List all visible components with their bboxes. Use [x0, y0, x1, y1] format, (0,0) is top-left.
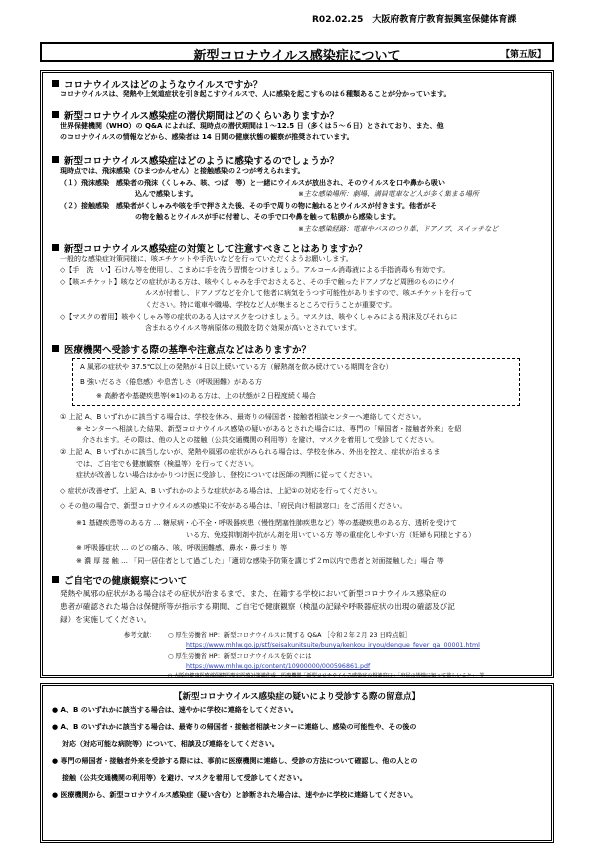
case-2-line3: 症状が改善しない場合はかかりつけ医に受診し、登校については医師の判断に従ってください。	[76, 471, 377, 479]
note-1-line1: ※1 基礎疾患等のある方 … 糖尿病・心不全・呼吸器疾患（慢性閉塞性肺疾患など）等の基礎疾患のある方、透析を受けて	[76, 519, 457, 527]
references-label: 参考文献：	[124, 632, 156, 639]
answer-6-line3: 録）を実施してください。	[60, 615, 152, 624]
question-6: ご自宅での健康観察について	[52, 573, 187, 587]
reference-3: ○ 大阪府健康医療部保健医療室医療対策課作成 医療機関「新型コロナウイルス感染症の相談窓口」「府民の皆様に知って欲しいこと」 等	[168, 673, 485, 679]
other-2: ◇ その他の場合で、新型コロナウイルスの感染に不安がある場合は、「府民向け相談窓口」をご活用ください。	[60, 502, 407, 510]
answer-2-line1: 世界保健機関（WHO）の Q&A によれば、現時点の潜伏期間は１～12.5 日（多くは５～６日）とされており、また、他	[60, 122, 444, 130]
answer-3-line3: 込んで感染します。	[135, 190, 198, 198]
consultation-item-3-line2: 接触（公共交通機関の利用等）を避け、マスクを着用して受診してください。	[62, 774, 307, 782]
consultation-title: 【新型コロナウイルス感染症の疑いにより受診する際の留意点】	[174, 692, 420, 702]
title-box	[40, 42, 554, 62]
criteria-note: ※ 高齢者や基礎疾患等(※1)のある方は、上の状態が２日程度続く場合	[96, 392, 316, 400]
note-3: ※ 濃 厚 接 触 … 「同一居住者として過ごした」「適切な感染予防策を講じず２m以内で患者と対面接触した」場合 等	[76, 557, 444, 565]
case-1-line3: 介されます。その際は、他の人との接触（公共交通機関の利用等）を避け、マスクを着用して受診してください。	[82, 436, 439, 444]
reference-1-link[interactable]: https://www.mhlw.go.jp/stf/seisakunitsuite/bunya/kenkou_iryou/dengue_fever_qa_00001.html	[186, 642, 480, 649]
answer-3-note2: ※主な感染経路：電車やバスのつり革、ドアノブ、スイッチなど	[298, 225, 499, 233]
criteria-b: B 強いだるさ（倦怠感）や息苦しさ（呼吸困難）がある方	[80, 378, 263, 386]
edition-label: 【第五版】	[500, 50, 546, 60]
reference-2: ○ 厚生労働省 HP：新型コロナウイルスを防ぐには	[168, 653, 312, 660]
case-1-line1: ① 上記 A、B いずれかに該当する場合は、学校を休み、最寄りの帰国者・接触者相談センターへ連絡してください。	[60, 413, 426, 421]
note-2: ※ 呼吸器症状 … のどの痛み、咳、呼吸困難感、鼻水・鼻づまり 等	[76, 544, 288, 552]
question-2: 新型コロナウイルス感染症の潜伏期間はどのくらいありますか？	[52, 108, 339, 122]
answer-3-note1: ※主な感染場所：劇場、満員電車など人が多く集まる場所	[298, 190, 479, 198]
consultation-item-3-line1: ● 専門の帰国者・接触者外来を受診する際には、事前に医療機関に連絡し、受診の方法について確認し、他の人との	[52, 757, 418, 765]
consultation-item-2-line1: ● A、B のいずれかに該当する場合は、最寄りの帰国者・接触者相談センターに連絡し、感染の可能性や、その後の	[52, 723, 417, 731]
consultation-item-1: ● A、B のいずれかに該当する場合は、速やかに学校に連絡をしてください。	[52, 706, 298, 714]
reference-2-link[interactable]: https://www.mhlw.go.jp/content/10900000/000596861.pdf	[186, 663, 371, 670]
answer-3-line4: （２）接触感染 感染者がくしゃみや咳を手で押さえた後、その手で周りの物に触れるとウイルスが付きます。他者がそ	[60, 202, 438, 210]
case-2-line1: ② 上記 A、B いずれかに該当しないが、発熱や風邪の症状がみられる場合は、学校を休み、外出を控え、症状が治まるま	[60, 448, 441, 456]
answer-3-line1: 現時点では、飛沫感染（ひまつかんせん）と接触感染の２つが考えられます。	[60, 167, 305, 175]
answer-6-line1: 発熱や風邪の症状がある場合はその症状が治まるまで、また、在籍する学校において新型コロナウイルス感染症の	[60, 589, 447, 598]
reference-1: ○ 厚生労働省 HP：新型コロナウイルスに関する Q&A ［令和２年２月 23 日時点版］	[168, 632, 412, 639]
answer-4-line1: 一般的な感染症対策同様に、咳エチケットや手洗いなどを行っていただくようお願いします。	[60, 255, 353, 263]
answer-4-mask-1: ◇【マスクの着用】咳やくしゃみ等の症状のある人はマスクをつけましょう。マスクは、咳やくしゃみによる飛沫及びそれらに	[60, 313, 458, 321]
question-3: 新型コロナウイルス感染症はどのように感染するのでしょうか？	[52, 153, 339, 167]
answer-4-etiquette-2: ルスが付着し、ドアノブなどを介して他者に病気をうつす可能性がありますので、咳エチケットを行って	[145, 289, 473, 297]
answer-3-line5: の物を触るとウイルスが手に付着し、その手で口や鼻を触って粘膜から感染します。	[135, 213, 401, 221]
consultation-item-4: ● 医療機関から、新型コロナウイルス感染症（疑い含む）と診断された場合は、速やかに学校に連絡してください。	[52, 791, 418, 799]
answer-2-line2: のコロナウイルスの情報などから、感染者は 14 日間の健康状態の観察が推奨されています。	[60, 133, 354, 141]
question-4: 新型コロナウイルス感染症の対策として注意すべきことはありますか？	[52, 241, 367, 255]
document-header: R02.02.25 大阪府教育庁教育振興室保健体育課	[312, 15, 517, 25]
answer-4-mask-2: 含まれるウイルス等病原体の飛散を防ぐ効果が高いとされています。	[145, 324, 362, 332]
answer-4-etiquette-1: ◇【咳エチケット】咳などの症状がある方は、咳やくしゃみを手でおさえると、その手で触ったドアノブなど周囲のものにウイ	[60, 278, 456, 286]
question-5: 医療機関へ受診する際の基準や注意点などはありますか？	[52, 342, 311, 356]
answer-4-handwash: ◇【手 洗 い】石けん等を使用し、こまめに手を洗う習慣をつけましょう。アルコール消毒液による手指消毒も有効です。	[60, 266, 450, 274]
case-1-line2: ※ センターへ相談した結果、新型コロナウイルス感染の疑いがあるとされた場合には、専門の「帰国者・接触者外来」を紹	[76, 425, 462, 433]
page-title: 新型コロナウイルス感染症について	[193, 49, 401, 64]
note-1-line2: いる方、免疫抑制剤や抗がん剤を用いている方 等の重症化しやすい方（妊婦も同様とする）	[186, 531, 476, 539]
other-1: ◇ 症状が改善せず、上記 A、B いずれかのような症状がある場合は、上記①の対応を行ってください。	[60, 487, 382, 495]
question-1: コロナウイルスはどのようなウイルスですか？	[52, 77, 262, 91]
consultation-item-2-line2: 対応（対応可能な病院等）について、相談及び連絡をしてください。	[62, 740, 279, 748]
answer-1-line1: コロナウイルスは、発熱や上気道症状を引き起こすウイルスで、人に感染を起こすものは６種類あることが分かっています。	[60, 90, 451, 98]
answer-6-line2: 患者が確認された場合は保健所等が指示する期間、ご自宅で健康観察（検温の記録や呼吸器症状の出現の確認及び記	[60, 602, 455, 611]
case-2-line2: では、ご自宅でも健康観察（検温等）を行ってください。	[76, 460, 258, 468]
answer-3-line2: （１）飛沫感染 感染者の飛沫（くしゃみ、咳、つば 等）と一緒にウイルスが放出され、そのウイルスを口や鼻から吸い	[60, 179, 445, 187]
criteria-a: A 風邪の症状や 37.5℃以上の発熱が４日以上続いている方（解熱剤を飲み続けている期間を含む）	[80, 363, 393, 371]
answer-4-etiquette-3: ください。特に電車や職場、学校など人が集まるところで行うことが重要です。	[145, 301, 397, 309]
